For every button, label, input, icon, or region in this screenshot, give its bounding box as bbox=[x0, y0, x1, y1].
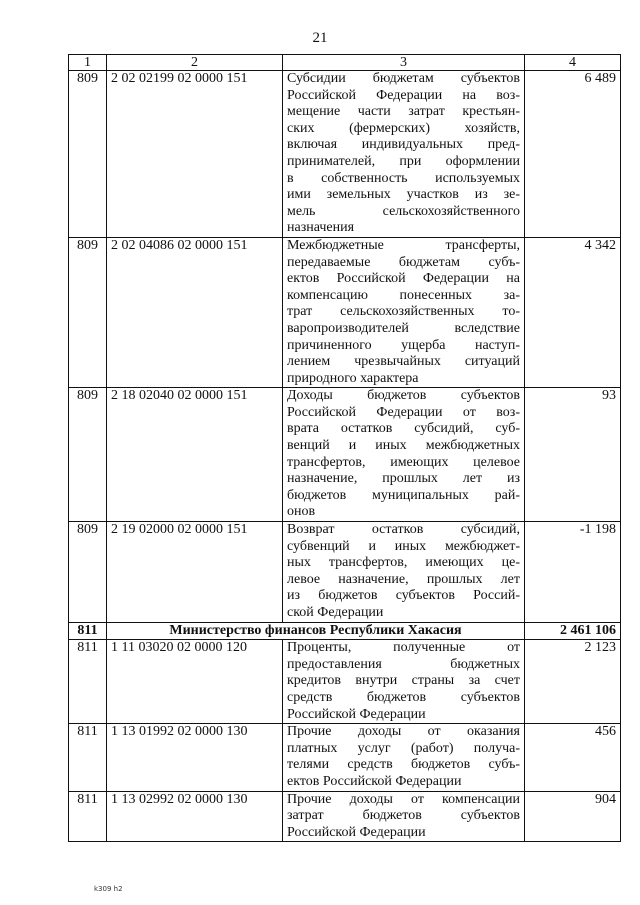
table-row bbox=[69, 237, 621, 387]
name-line: Российской Федерации на воз- bbox=[287, 87, 520, 103]
name-line: в собственность используемых bbox=[287, 170, 520, 186]
name-line: бюджетов муниципальных рай- bbox=[287, 487, 520, 503]
table-row bbox=[69, 724, 621, 791]
name-line: Российской Федерации bbox=[287, 706, 426, 722]
name-line: передаваемые бюджетам субъ- bbox=[287, 254, 520, 270]
name-line: субвенций и иных межбюджет- bbox=[287, 538, 520, 554]
name-line: ектов Российской Федерации bbox=[287, 773, 462, 789]
amount-cell: 904 bbox=[525, 791, 621, 842]
amount-cell: 93 bbox=[525, 388, 621, 522]
table-row bbox=[69, 640, 621, 724]
revenue-code-cell: 1 13 02992 02 0000 130 bbox=[107, 791, 283, 842]
name-line: Российской Федерации bbox=[287, 824, 426, 840]
admin-code-cell: 811 bbox=[69, 622, 107, 640]
admin-code-cell: 811 bbox=[69, 791, 107, 842]
name-line: включая индивидуальных пред- bbox=[287, 137, 520, 153]
admin-code-cell: 809 bbox=[69, 71, 107, 238]
name-line: онов bbox=[287, 504, 316, 520]
column-header: 2 bbox=[107, 55, 283, 71]
name-line: назначения bbox=[287, 220, 355, 236]
table-row bbox=[69, 522, 621, 623]
revenue-code-cell: 2 02 02199 02 0000 151 bbox=[107, 71, 283, 238]
column-header: 1 bbox=[69, 55, 107, 71]
name-line: затрат бюджетов субъектов bbox=[287, 808, 520, 824]
revenue-code-cell: 2 18 02040 02 0000 151 bbox=[107, 388, 283, 522]
table-row bbox=[69, 71, 621, 238]
name-line: природного характера bbox=[287, 370, 419, 386]
name-line: трансфертов, имеющих целевое bbox=[287, 454, 520, 470]
section-header-row bbox=[69, 622, 621, 640]
name-line: ской Федерации bbox=[287, 605, 384, 620]
section-title-cell: Министерство финансов Республики Хакасия bbox=[107, 622, 525, 640]
revenue-name-cell bbox=[283, 791, 525, 842]
name-line: платных услуг (работ) получа- bbox=[287, 740, 520, 756]
revenue-name-cell bbox=[283, 640, 525, 724]
name-line: Возврат остатков субсидий, bbox=[287, 522, 520, 538]
revenue-code-cell: 2 02 04086 02 0000 151 bbox=[107, 237, 283, 387]
name-line: принимателей, при оформлении bbox=[287, 153, 520, 169]
name-line: Доходы бюджетов субъектов bbox=[287, 388, 520, 404]
revenue-code-cell: 1 11 03020 02 0000 120 bbox=[107, 640, 283, 724]
name-line: Межбюджетные трансферты, bbox=[287, 237, 520, 253]
name-line: компенсацию понесенных за- bbox=[287, 287, 520, 303]
name-line: из бюджетов субъектов Россий- bbox=[287, 588, 520, 604]
name-line: мель сельскохозяйственного bbox=[287, 203, 520, 219]
name-line: трат сельскохозяйственных то- bbox=[287, 304, 520, 320]
amount-cell: 2 123 bbox=[525, 640, 621, 724]
revenue-name-cell bbox=[283, 522, 525, 623]
name-line: ими земельных участков из зе- bbox=[287, 187, 520, 203]
name-line: назначение, прошлых лет из bbox=[287, 471, 520, 487]
column-header: 4 bbox=[525, 55, 621, 71]
table-row bbox=[69, 388, 621, 522]
admin-code-cell: 809 bbox=[69, 388, 107, 522]
revenue-name-cell bbox=[283, 237, 525, 387]
name-line: Проценты, полученные от bbox=[287, 640, 520, 656]
admin-code-cell: 809 bbox=[69, 237, 107, 387]
column-header: 3 bbox=[283, 55, 525, 71]
name-line: левое назначение, прошлых лет bbox=[287, 571, 520, 587]
amount-cell: 2 461 106 bbox=[525, 622, 621, 640]
amount-cell: 6 489 bbox=[525, 71, 621, 238]
name-line: ектов Российской Федерации на bbox=[287, 271, 520, 287]
admin-code-cell: 809 bbox=[69, 522, 107, 623]
document-footer-code: k309 h2 bbox=[94, 885, 123, 893]
name-line: причиненного ущерба наступ- bbox=[287, 337, 520, 353]
name-line: ных трансфертов, имеющих це- bbox=[287, 555, 520, 571]
amount-cell: 456 bbox=[525, 724, 621, 791]
name-line: предоставления бюджетных bbox=[287, 656, 520, 672]
revenue-name-cell bbox=[283, 388, 525, 522]
revenue-table bbox=[68, 54, 621, 842]
name-line: венций и иных межбюджетных bbox=[287, 438, 520, 454]
revenue-code-cell: 2 19 02000 02 0000 151 bbox=[107, 522, 283, 623]
amount-cell: 4 342 bbox=[525, 237, 621, 387]
admin-code-cell: 811 bbox=[69, 724, 107, 791]
name-line: Прочие доходы от оказания bbox=[287, 724, 520, 740]
page-number: 21 bbox=[312, 30, 328, 46]
name-line: мещение части затрат крестьян- bbox=[287, 104, 520, 120]
amount-cell: -1 198 bbox=[525, 522, 621, 623]
name-line: ских (фермерских) хозяйств, bbox=[287, 120, 520, 136]
revenue-code-cell: 1 13 01992 02 0000 130 bbox=[107, 724, 283, 791]
name-line: Российской Федерации от воз- bbox=[287, 404, 520, 420]
name-line: лением чрезвычайных ситуаций bbox=[287, 354, 520, 370]
revenue-name-cell bbox=[283, 724, 525, 791]
name-line: врата остатков субсидий, суб- bbox=[287, 421, 520, 437]
admin-code-cell: 811 bbox=[69, 640, 107, 724]
revenue-name-cell bbox=[283, 71, 525, 238]
name-line: варопроизводителей вследствие bbox=[287, 320, 520, 336]
name-line: средств бюджетов субъектов bbox=[287, 689, 520, 705]
name-line: Прочие доходы от компенсации bbox=[287, 791, 520, 807]
name-line: Субсидии бюджетам субъектов bbox=[287, 71, 520, 86]
name-line: кредитов внутри страны за счет bbox=[287, 673, 520, 689]
table-header-row bbox=[69, 55, 621, 71]
table-row bbox=[69, 791, 621, 842]
name-line: телями средств бюджетов субъ- bbox=[287, 757, 520, 773]
